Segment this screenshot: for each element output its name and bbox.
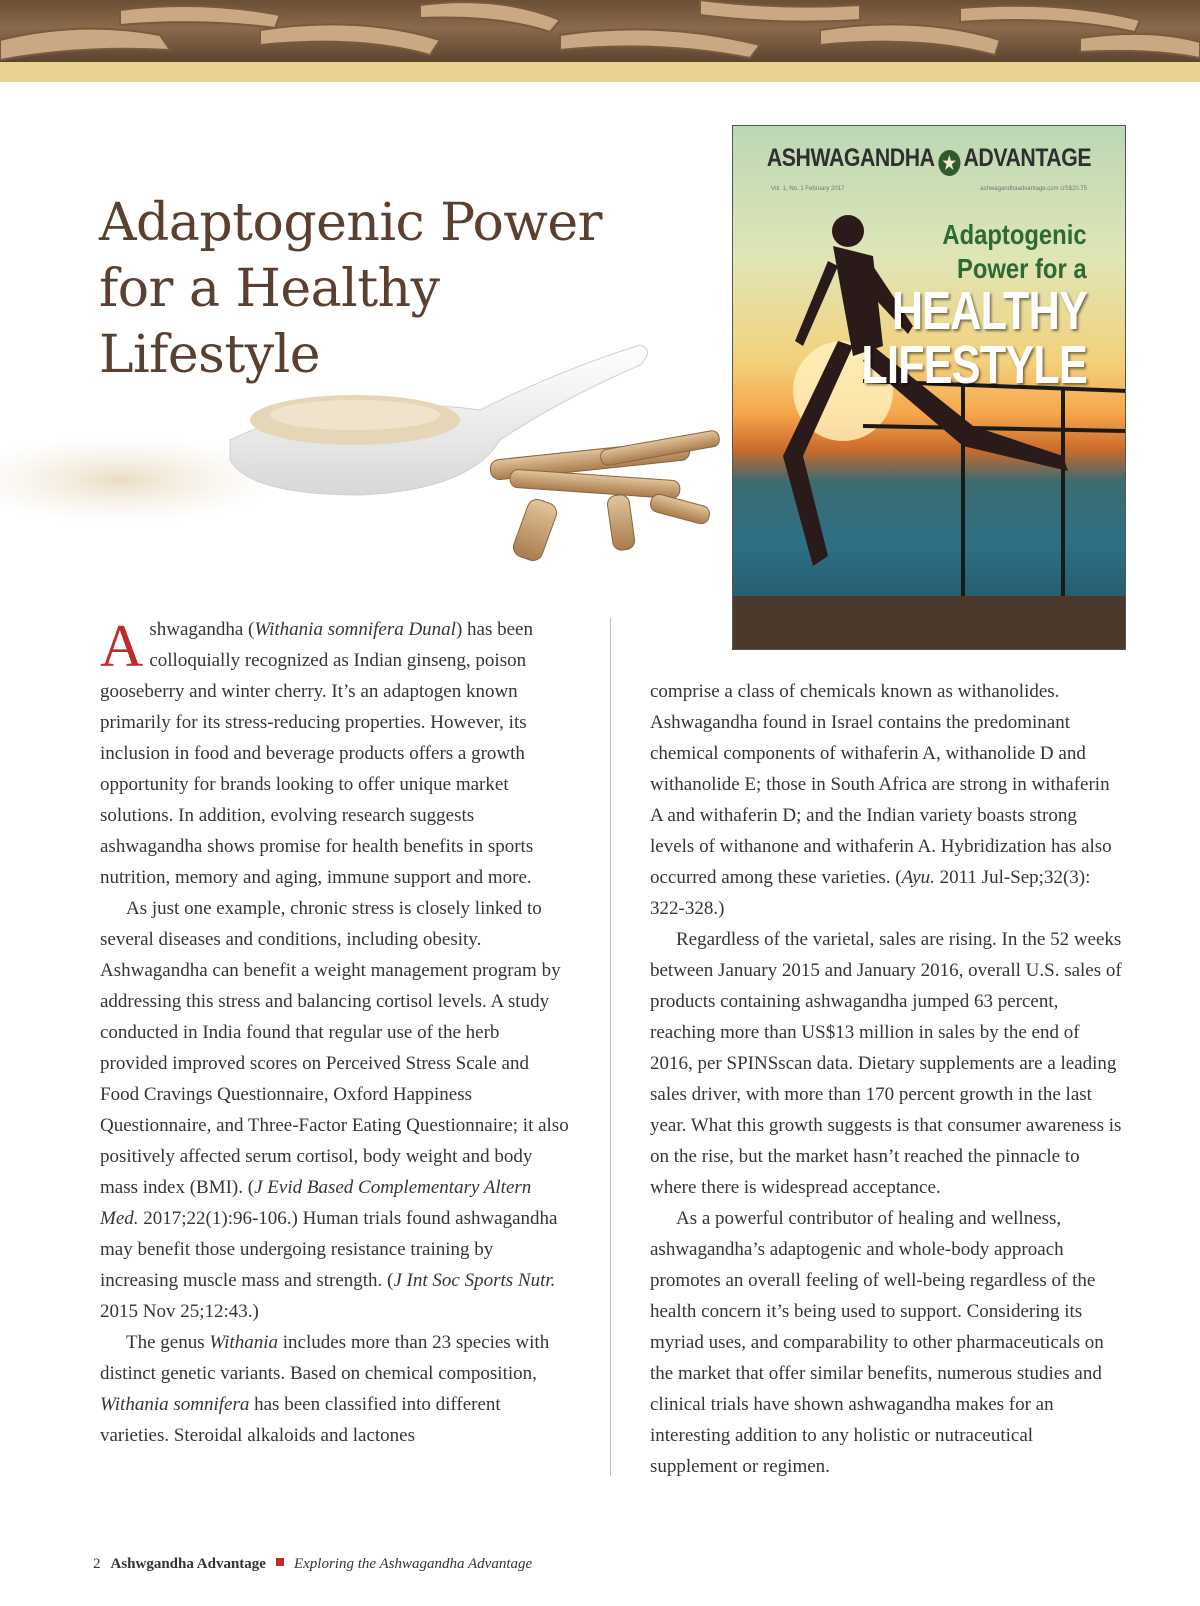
cover-headline-line-3: HEALTHY <box>891 281 1087 341</box>
text-run: As just one example, chronic stress is closely linked to several diseases and conditions, including obesity. Ashwagandha can benefit a weight management program by addressing this stress and balancing cortisol levels. A study conducted in India found that regular use of the herb provided improved scores on Perceived Stress Scale and Food Cravings Questionnaire, Oxford Happiness Questionnaire, and Three-Factor Eating Questionnaire; it also positively affected serum cortisol, body weight and body mass index (BMI). ( <box>100 898 569 1198</box>
cover-headline-small <box>943 218 1087 286</box>
col1-paragraph-2 <box>100 893 570 1327</box>
col2-paragraph-1 <box>650 676 1125 924</box>
col1-paragraph-1 <box>100 614 570 893</box>
text-run: 2011 Jul-Sep;32(3): 322-328.) <box>650 867 1091 919</box>
col2-paragraph-3: As a powerful contributor of healing and wellness, ashwagandha’s adaptogenic and whole-body approach promotes an overall feeling of well-being regardless of the health concern it’s being used to support. Considering its myriad uses, and comparability to other pharmaceuticals on the market that offer similar benefits, numerous studies and clinical trials have shown ashwagandha makes for an interesting addition to any holistic or nutraceutical supplement or regimen. <box>650 1208 1104 1477</box>
masthead-right: ADVANTAGE <box>963 144 1092 172</box>
text-run: has been classified into different varieties. Steroidal alkaloids and lactones <box>100 1394 501 1446</box>
article-column-1 <box>100 614 570 1451</box>
citation-journal: J Int Soc Sports Nutr. <box>393 1270 556 1291</box>
col1-paragraph-3 <box>100 1327 570 1451</box>
page-footer <box>93 1556 532 1573</box>
citation-journal: Ayu. <box>901 867 935 888</box>
text-run: comprise a class of chemicals known as withanolides. Ashwagandha found in Israel contains the predominant chemical components of withaferin A, withanolide D and withanolide E; those in South Africa are strong in withaferin A and withaferin D; and the Indian variety boasts strong levels of withanone and withaferin A. Hybridization has also occurred among these varieties. ( <box>650 681 1112 888</box>
cover-headline-line-1: Adaptogenic <box>942 219 1087 250</box>
header-gold-strip <box>0 62 1200 82</box>
cover-url-price: ashwagandhaadvantage.com US$20.75 <box>980 186 1087 192</box>
title-line-2: for a Healthy Lifestyle <box>99 259 440 385</box>
species-name: Withania somnifera <box>100 1394 250 1415</box>
species-name: Withania somnifera Dunal <box>254 619 456 640</box>
masthead-left: ASHWAGANDHA <box>766 144 935 172</box>
footer-section: Exploring the Ashwagandha Advantage <box>293 1556 533 1572</box>
drop-cap: A <box>100 613 144 679</box>
text-run: includes more than 23 species with distinct genetic variants. Based on chemical composition, <box>100 1332 550 1384</box>
page-number: 2 <box>93 1556 101 1572</box>
text-run: shwagandha ( <box>149 619 255 640</box>
cover-issue: Vol. 1, No. 1 February 2017 <box>771 186 845 192</box>
text-run: 2017;22(1):96-106.) Human trials found ashwagandha may benefit those undergoing resistance training by increasing muscle mass and strength. ( <box>100 1208 558 1291</box>
text-run: 2015 Nov 25;12:43.) <box>100 1301 259 1322</box>
runner-logo-icon: ★ <box>938 150 960 176</box>
magazine-cover-image <box>732 125 1126 650</box>
spoon-powder-roots-image <box>0 330 735 590</box>
text-run: ) has been colloquially recognized as Indian ginseng, poison gooseberry and winter cherry. It’s an adaptogen known primarily for its stress-reducing properties. However, its inclusion in food and beverage products offers a growth opportunity for brands looking to offer unique market solutions. In addition, evolving research suggests ashwagandha shows promise for health benefits in sports nutrition, memory and aging, immune support and more. <box>100 619 534 888</box>
text-run: The genus <box>126 1332 210 1353</box>
col2-paragraph-2: Regardless of the varietal, sales are rising. In the 52 weeks between January 2015 and January 2016, overall U.S. sales of products containing ashwagandha jumped 63 percent, reaching more than US$13 million in sales by the end of 2016, per SPINSscan data. Dietary supplements are a leading sales driver, with more than 170 percent growth in the last year. What this growth suggests is that consumer awareness is on the rise, but the market hasn’t reached the pinnacle to where there is widespread acceptance. <box>650 929 1122 1198</box>
header-roots-banner <box>0 0 1200 62</box>
citation-journal: J Evid Based Complementary Altern Med. <box>100 1177 532 1229</box>
footer-publication: Ashwgandha Advantage <box>110 1556 266 1572</box>
cover-meta <box>771 186 1087 192</box>
column-divider <box>610 618 611 1476</box>
cover-headline-line-4: LIFESTYLE <box>861 335 1087 395</box>
footer-separator-square-icon <box>276 1558 284 1566</box>
cover-masthead <box>762 144 1095 176</box>
cover-headline-line-2: Power for a <box>957 253 1087 284</box>
genus-name: Withania <box>209 1332 278 1353</box>
cover-headline-large <box>861 281 1087 395</box>
title-line-1: Adaptogenic Power <box>99 193 602 253</box>
article-column-2 <box>650 676 1125 1482</box>
